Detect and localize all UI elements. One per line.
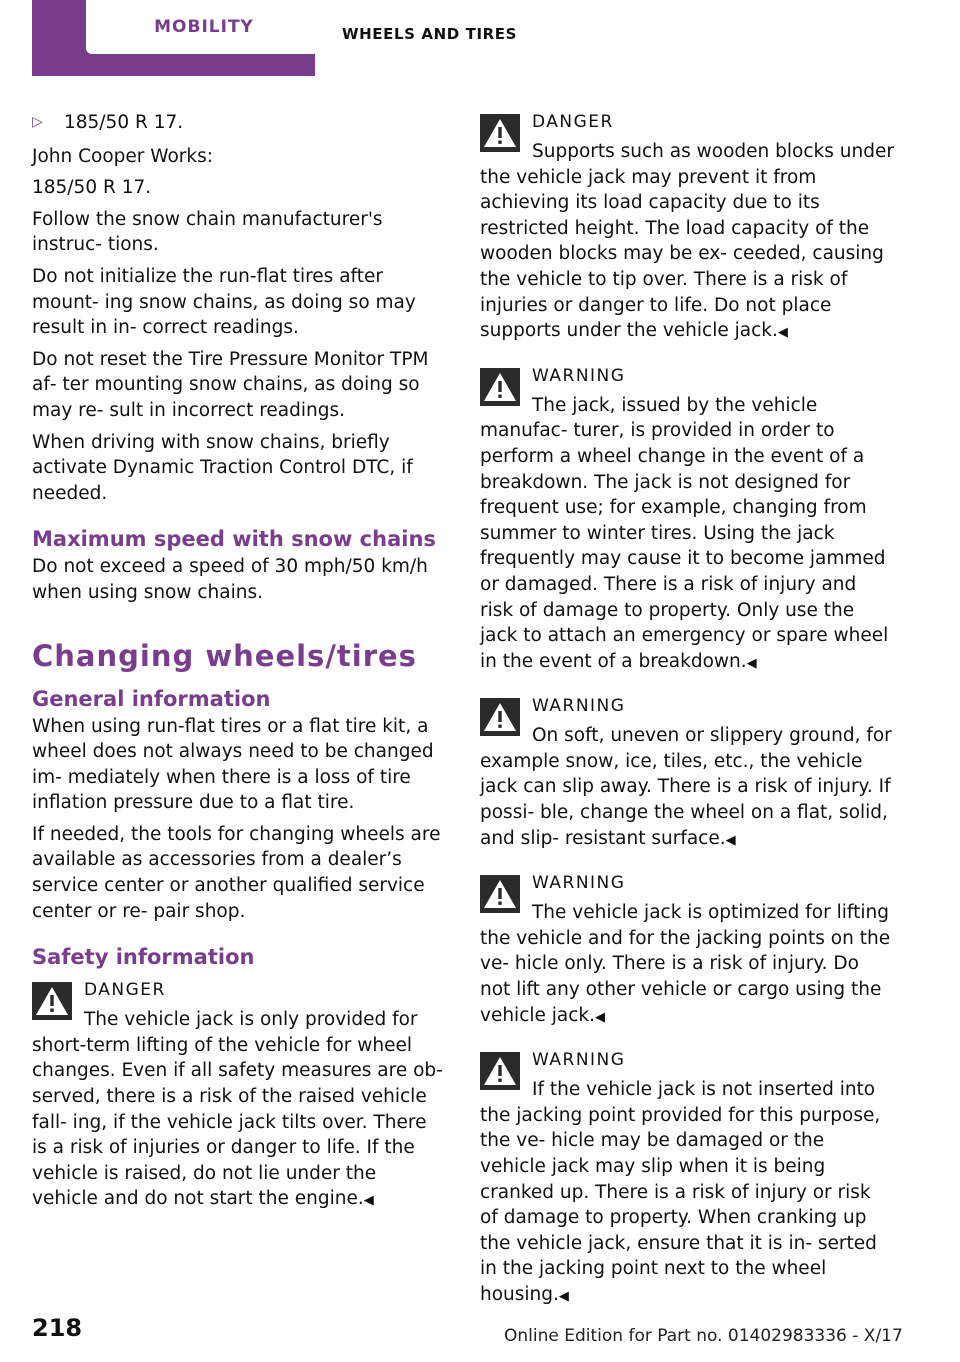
warning-triangle-icon (32, 982, 72, 1020)
chapter-tab-label: MOBILITY (154, 17, 254, 37)
notice-text: The vehicle jack is only provided for short-term lifting of the vehicle for wheel changes. Even if all safety measures are ob‐ served, there is a risk of the raised vehicle fall‐ ing, if the vehicle jack tilts over. There is a risk of injuries or danger to life. If the vehicle is raised, do not lie under the vehicle and do not start the engine. (32, 1009, 443, 1210)
notice-text: The vehicle jack is optimized for lifting the vehicle and for the jacking points on the ve‐ hicle only. There is a risk of injury. Do not lift any other vehicle or cargo using the vehicle jack. (480, 902, 891, 1026)
paragraph: When driving with snow chains, briefly activate Dynamic Traction Control DTC, if needed. (32, 431, 413, 504)
chapter-tab (32, 0, 315, 76)
notice-text: The jack, issued by the vehicle manufac‐ turer, is provided in order to perform a wheel change in the event of a breakdown. The jack is not designed for frequent use; for example, changing from summer to winter tires. Using the jack frequently may cause it to become jammed or damaged. There is a risk of injury and risk of damage to property. Only use the jack to attach an emergency or spare wheel in the event of a breakdown. (480, 394, 889, 672)
heading-safety-information: Safety information (32, 945, 255, 970)
danger-notice (32, 978, 446, 1214)
warning-triangle-icon (480, 1052, 520, 1090)
end-mark-icon: ◀ (363, 1193, 374, 1209)
paragraph: Do not initialize the run-flat tires after mount‐ ing snow chains, as doing so may result in in‐ correct readings. (32, 265, 416, 339)
list-item (32, 110, 446, 136)
warning-notice (480, 871, 894, 1030)
notice-text: If the vehicle jack is not inserted into the jacking point provided for this purpose, the ve‐ hicle may be damaged or the vehicle jack may slip when it is being cranked up. There is a risk of injury or risk of damage to property. When cranking up the vehicle jack, ensure that it is in‐ serted in the jacking point next to the wheel housing. (480, 1079, 881, 1305)
notice-kind: WARNING (532, 1050, 626, 1071)
warning-triangle-icon (480, 114, 520, 152)
heading-changing-wheels: Changing wheels/tires (32, 638, 417, 673)
notice-kind: WARNING (532, 873, 626, 894)
danger-notice (480, 110, 894, 346)
paragraph: If needed, the tools for changing wheels are available as accessories from a dealer’s service center or another qualified service center or re‐ pair shop. (32, 823, 441, 922)
end-mark-icon: ◀ (558, 1288, 569, 1304)
jcw-label: John Cooper Works: (32, 145, 213, 167)
warning-notice (480, 694, 894, 853)
end-mark-icon: ◀ (746, 655, 757, 671)
notice-kind: DANGER (84, 980, 166, 1001)
chapter-tab-label-box (86, 0, 322, 54)
right-column (480, 110, 894, 1328)
warning-triangle-icon (480, 875, 520, 913)
paragraph: Do not reset the Tire Pressure Monitor TPM af‐ ter mounting snow chains, as doing so may re‐ sult in incorrect readings. (32, 348, 429, 421)
warning-notice (480, 1048, 894, 1309)
warning-triangle-icon (480, 698, 520, 736)
left-column (32, 110, 446, 1232)
paragraph: Do not exceed a speed of 30 mph/50 km/h when using snow chains. (32, 556, 428, 603)
bullet-triangle-icon: ▷ (32, 114, 43, 130)
section-title: WHEELS AND TIRES (342, 25, 518, 43)
edition-footer: Online Edition for Part no. 01402983336 - X/17 (504, 1326, 903, 1346)
paragraph: Follow the snow chain manufacturer's instruc‐ tions. (32, 208, 383, 256)
end-mark-icon: ◀ (777, 325, 788, 341)
notice-kind: WARNING (532, 696, 626, 717)
heading-max-speed: Maximum speed with snow chains (32, 527, 436, 552)
warning-triangle-icon (480, 368, 520, 406)
notice-kind: DANGER (532, 112, 614, 132)
end-mark-icon: ◀ (595, 1009, 606, 1025)
notice-text: Supports such as wooden blocks under the vehicle jack may prevent it from achieving its load capacity due to its restricted height. The load capacity of the wooden blocks may be ex‐ ceeded, causing the vehicle to tip over. There is a risk of injuries or danger to life. Do not place supports under the vehicle jack. (480, 141, 894, 342)
jcw-value: 185/50 R 17. (32, 177, 152, 199)
list-item-text: 185/50 R 17. (64, 112, 184, 133)
heading-general-information: General information (32, 686, 271, 711)
end-mark-icon: ◀ (725, 832, 736, 848)
warning-notice (480, 364, 894, 677)
paragraph: When using run-flat tires or a flat tire kit, a wheel does not always need to be changed im‐ mediately when there is a loss of tire inflation pressure due to a flat tire. (32, 715, 434, 814)
notice-text: On soft, uneven or slippery ground, for example snow, ice, tiles, etc., the vehicle jack can slip away. There is a risk of injury. If possi‐ ble, change the wheel on a flat, solid, and slip- resistant surface. (480, 725, 892, 849)
page-number: 218 (32, 1314, 83, 1342)
notice-kind: WARNING (532, 365, 626, 386)
